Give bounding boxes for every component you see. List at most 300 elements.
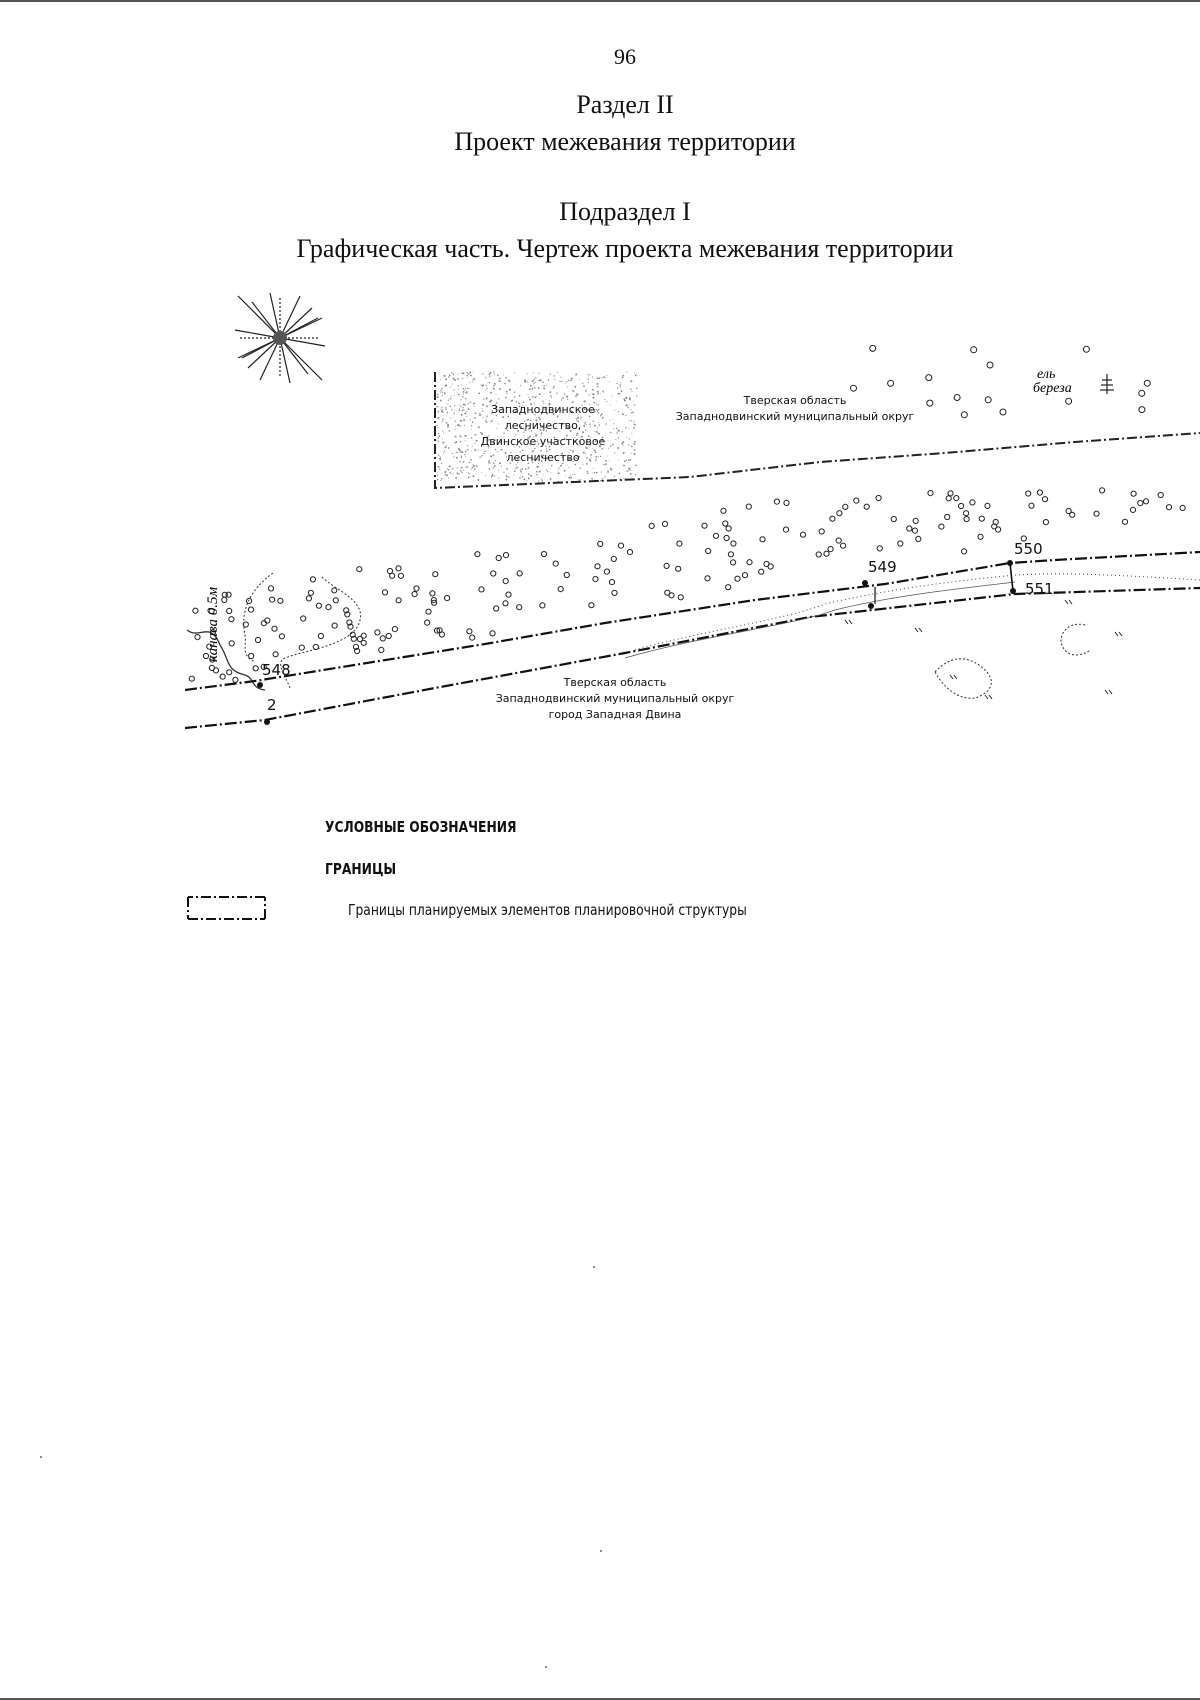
stipple-dot bbox=[549, 400, 550, 401]
stipple-dot bbox=[453, 389, 454, 390]
stipple-dot bbox=[467, 445, 468, 446]
forest-symbol bbox=[612, 590, 617, 595]
stipple-dot bbox=[498, 423, 499, 424]
stipple-dot bbox=[605, 463, 607, 465]
forest-symbol bbox=[494, 606, 499, 611]
stipple-dot bbox=[478, 449, 479, 450]
forest-symbol bbox=[1139, 390, 1145, 396]
stipple-dot bbox=[549, 391, 551, 393]
stipple-dot bbox=[475, 406, 476, 407]
stipple-dot bbox=[634, 404, 635, 405]
stipple-dot bbox=[596, 403, 597, 404]
stipple-dot bbox=[583, 425, 584, 426]
stipple-dot bbox=[498, 379, 499, 380]
stipple-dot bbox=[493, 387, 495, 389]
stipple-dot bbox=[461, 456, 462, 457]
stipple-dot bbox=[618, 437, 619, 438]
stipple-dot bbox=[448, 469, 450, 471]
stipple-dot bbox=[618, 393, 620, 395]
forest-symbol bbox=[490, 631, 495, 636]
stipple-dot bbox=[575, 464, 577, 466]
upper-region-line-1: Тверская область bbox=[743, 394, 847, 407]
stipple-dot bbox=[438, 411, 440, 413]
boundary-point-marker bbox=[1007, 560, 1013, 566]
stipple-dot bbox=[596, 472, 598, 474]
stipple-dot bbox=[562, 397, 564, 399]
legend-boundary-symbol bbox=[185, 893, 275, 923]
stipple-dot bbox=[440, 400, 442, 402]
forest-symbol bbox=[1083, 346, 1089, 352]
stipple-dot bbox=[492, 474, 494, 476]
stipple-dot bbox=[634, 420, 635, 421]
stipple-dot bbox=[574, 474, 575, 475]
stipple-dot bbox=[466, 466, 467, 467]
tree-icon bbox=[1100, 374, 1114, 394]
stipple-dot bbox=[634, 372, 635, 373]
stipple-dot bbox=[579, 467, 580, 468]
forest-symbol bbox=[503, 601, 508, 606]
stipple-dot bbox=[452, 453, 453, 454]
stipple-dot bbox=[444, 471, 446, 473]
stipple-dot bbox=[623, 465, 625, 467]
stipple-dot bbox=[600, 415, 601, 416]
forest-symbol bbox=[313, 644, 318, 649]
stipple-dot bbox=[461, 384, 462, 385]
stipple-dot bbox=[633, 422, 634, 423]
stipple-dot bbox=[571, 378, 573, 380]
stipple-dot bbox=[592, 478, 593, 479]
stipple-dot bbox=[532, 396, 534, 398]
stipple-dot bbox=[520, 471, 522, 473]
stipple-dot bbox=[444, 375, 446, 377]
forest-symbol bbox=[220, 674, 225, 679]
forest-symbol bbox=[589, 603, 594, 608]
stipple-dot bbox=[534, 381, 535, 382]
stipple-dot bbox=[587, 473, 588, 474]
forest-symbol bbox=[713, 533, 718, 538]
stipple-dot bbox=[472, 446, 473, 447]
boundary-point-marker bbox=[1010, 588, 1016, 594]
forest-symbol bbox=[541, 552, 546, 557]
stipple-dot bbox=[481, 455, 482, 456]
stipple-dot bbox=[460, 470, 462, 472]
stipple-dot bbox=[459, 449, 461, 451]
stipple-dot bbox=[457, 468, 458, 469]
forest-symbol bbox=[851, 385, 857, 391]
stipple-dot bbox=[533, 383, 534, 384]
stipple-dot bbox=[529, 399, 531, 401]
stipple-dot bbox=[564, 470, 566, 472]
connector-551 bbox=[1010, 563, 1013, 591]
stipple-dot bbox=[486, 398, 488, 400]
stipple-dot bbox=[616, 428, 617, 429]
stipple-dot bbox=[496, 394, 497, 395]
stipple-dot bbox=[604, 476, 605, 477]
stipple-dot bbox=[592, 389, 594, 391]
stipple-dot bbox=[625, 405, 627, 407]
forest-label-line-2: лесничество, bbox=[504, 419, 582, 432]
stipple-dot bbox=[479, 457, 480, 458]
stipple-dot bbox=[486, 385, 487, 386]
stipple-dot bbox=[586, 388, 587, 389]
stipple-dot bbox=[470, 402, 471, 403]
stipple-dot bbox=[630, 473, 632, 475]
stipple-dot bbox=[528, 397, 529, 398]
forest-symbol bbox=[864, 504, 869, 509]
stipple-dot bbox=[603, 392, 604, 393]
stipple-dot bbox=[463, 393, 464, 394]
scan-speck bbox=[545, 1666, 547, 1668]
upper-region-line-2: Западнодвинский муниципальный округ bbox=[675, 410, 915, 423]
stipple-dot bbox=[601, 471, 602, 472]
forest-symbol bbox=[310, 577, 315, 582]
stipple-dot bbox=[597, 377, 599, 379]
forest-symbol bbox=[948, 491, 953, 496]
stipple-dot bbox=[455, 441, 457, 443]
stipple-dot bbox=[441, 388, 443, 390]
forest-symbol bbox=[265, 618, 270, 623]
forest-symbol bbox=[229, 617, 234, 622]
forest-symbol bbox=[819, 529, 824, 534]
forest-symbol bbox=[379, 647, 384, 652]
stipple-dot bbox=[455, 477, 457, 479]
stipple-dot bbox=[546, 385, 547, 386]
forest-symbol bbox=[985, 397, 991, 403]
forest-symbol bbox=[306, 596, 311, 601]
stipple-dot bbox=[624, 400, 626, 402]
stipple-dot bbox=[493, 467, 494, 468]
stipple-dot bbox=[503, 472, 504, 473]
stipple-dot bbox=[499, 380, 501, 382]
stipple-dot bbox=[468, 472, 470, 474]
stipple-dot bbox=[464, 425, 465, 426]
stipple-dot bbox=[598, 377, 600, 379]
stipple-dot bbox=[536, 471, 538, 473]
stipple-dot bbox=[451, 409, 452, 410]
forest-symbol bbox=[380, 636, 385, 641]
stipple-dot bbox=[470, 419, 471, 420]
forest-symbol bbox=[945, 514, 950, 519]
lower-region-line-1: Тверская область bbox=[563, 676, 667, 689]
forest-symbol bbox=[836, 538, 841, 543]
stipple-dot bbox=[542, 465, 543, 466]
stipple-dot bbox=[444, 392, 446, 394]
stipple-dot bbox=[452, 468, 454, 470]
forest-symbol bbox=[774, 499, 779, 504]
forest-symbol bbox=[731, 541, 736, 546]
forest-symbol bbox=[627, 550, 632, 555]
stipple-dot bbox=[569, 467, 570, 468]
stipple-dot bbox=[547, 471, 548, 472]
stipple-dot bbox=[466, 411, 467, 412]
forest-symbol bbox=[392, 627, 397, 632]
stipple-dot bbox=[583, 452, 585, 454]
stipple-dot bbox=[618, 411, 619, 412]
stipple-dot bbox=[529, 388, 531, 390]
stipple-dot bbox=[437, 479, 439, 481]
stipple-dot bbox=[620, 386, 621, 387]
forest-symbol bbox=[386, 633, 391, 638]
stipple-dot bbox=[585, 453, 586, 454]
stipple-dot bbox=[437, 475, 438, 476]
stipple-dot bbox=[524, 379, 526, 381]
forest-symbol bbox=[479, 587, 484, 592]
stipple-dot bbox=[445, 474, 446, 475]
forest-symbol bbox=[971, 347, 977, 353]
stipple-dot bbox=[442, 392, 443, 393]
stipple-dot bbox=[621, 431, 622, 432]
stipple-dot bbox=[445, 407, 446, 408]
stipple-dot bbox=[592, 393, 593, 394]
stipple-dot bbox=[437, 427, 438, 428]
stipple-dot bbox=[622, 377, 624, 379]
stipple-dot bbox=[479, 413, 481, 415]
stipple-dot bbox=[514, 372, 515, 373]
forest-symbol bbox=[491, 571, 496, 576]
forest-symbol bbox=[702, 523, 707, 528]
stipple-dot bbox=[498, 478, 499, 479]
stipple-dot bbox=[497, 451, 498, 452]
stipple-dot bbox=[458, 389, 459, 390]
forest-symbol bbox=[927, 400, 933, 406]
stipple-dot bbox=[459, 425, 461, 427]
stipple-dot bbox=[457, 373, 458, 374]
stipple-dot bbox=[605, 378, 606, 379]
stipple-dot bbox=[622, 375, 624, 377]
forest-symbol bbox=[598, 541, 603, 546]
forest-symbol bbox=[233, 677, 238, 682]
stipple-dot bbox=[625, 427, 626, 428]
stipple-dot bbox=[626, 471, 627, 472]
stipple-dot bbox=[498, 398, 499, 399]
stipple-dot bbox=[463, 391, 465, 393]
stipple-dot bbox=[587, 471, 589, 473]
stipple-dot bbox=[628, 468, 630, 470]
stipple-dot bbox=[452, 384, 453, 385]
stipple-dot bbox=[486, 405, 488, 407]
stipple-dot bbox=[534, 378, 535, 379]
stipple-dot bbox=[450, 387, 451, 388]
stipple-dot bbox=[551, 465, 553, 467]
stipple-dot bbox=[588, 394, 589, 395]
stipple-dot bbox=[470, 374, 472, 376]
stipple-dot bbox=[562, 377, 563, 378]
stipple-dot bbox=[498, 470, 499, 471]
forest-symbol bbox=[961, 412, 967, 418]
stipple-dot bbox=[631, 420, 632, 421]
stipple-dot bbox=[461, 414, 463, 416]
stipple-dot bbox=[438, 455, 439, 456]
stipple-dot bbox=[634, 441, 636, 443]
stipple-dot bbox=[472, 421, 474, 423]
forest-symbol bbox=[503, 553, 508, 558]
stipple-dot bbox=[485, 390, 486, 391]
forest-symbol bbox=[888, 380, 894, 386]
stipple-dot bbox=[493, 462, 495, 464]
stipple-dot bbox=[629, 459, 631, 461]
stipple-dot bbox=[467, 393, 468, 394]
forest-symbol bbox=[959, 503, 964, 508]
forest-symbol bbox=[517, 571, 522, 576]
stipple-dot bbox=[464, 413, 466, 415]
stipple-dot bbox=[460, 441, 462, 443]
stipple-dot bbox=[471, 451, 472, 452]
scan-speck bbox=[593, 1266, 595, 1268]
stipple-dot bbox=[438, 435, 440, 437]
stipple-dot bbox=[453, 412, 455, 414]
stipple-dot bbox=[607, 455, 608, 456]
stipple-dot bbox=[560, 376, 561, 377]
stipple-dot bbox=[501, 465, 502, 466]
stipple-dot bbox=[467, 377, 468, 378]
stipple-dot bbox=[594, 450, 596, 452]
forest-symbol bbox=[261, 621, 266, 626]
forest-symbol bbox=[1043, 497, 1048, 502]
stipple-dot bbox=[442, 431, 443, 432]
stipple-dot bbox=[610, 432, 611, 433]
stipple-dot bbox=[441, 410, 443, 412]
stipple-dot bbox=[446, 474, 448, 476]
stipple-dot bbox=[567, 398, 568, 399]
stipple-dot bbox=[604, 399, 605, 400]
forest-symbol bbox=[506, 592, 511, 597]
stream-line bbox=[244, 573, 273, 662]
forest-symbol bbox=[253, 666, 258, 671]
forest-symbol bbox=[1066, 398, 1072, 404]
stipple-dot bbox=[472, 467, 473, 468]
stipple-dot bbox=[494, 465, 496, 467]
stipple-dot bbox=[474, 378, 476, 380]
forest-symbol bbox=[979, 516, 984, 521]
stipple-dot bbox=[497, 374, 499, 376]
stipple-dot bbox=[493, 385, 495, 387]
stipple-dot bbox=[587, 374, 588, 375]
stipple-dot bbox=[520, 385, 521, 386]
stipple-dot bbox=[440, 456, 441, 457]
stipple-dot bbox=[441, 463, 442, 464]
stipple-dot bbox=[513, 475, 514, 476]
stipple-dot bbox=[536, 474, 538, 476]
stipple-dot bbox=[461, 472, 462, 473]
forest-symbol bbox=[396, 566, 401, 571]
forest-symbol bbox=[227, 608, 232, 613]
stipple-dot bbox=[506, 479, 508, 481]
stipple-dot bbox=[509, 381, 510, 382]
stipple-dot bbox=[446, 445, 447, 446]
stipple-dot bbox=[600, 480, 602, 482]
stipple-dot bbox=[594, 472, 595, 473]
stipple-dot bbox=[614, 452, 615, 453]
stipple-dot bbox=[616, 383, 617, 384]
stipple-dot bbox=[449, 465, 451, 467]
stipple-dot bbox=[611, 395, 612, 396]
stipple-dot bbox=[620, 382, 621, 383]
stipple-dot bbox=[619, 473, 620, 474]
forest-symbol bbox=[970, 500, 975, 505]
stipple-dot bbox=[536, 396, 537, 397]
stipple-dot bbox=[591, 457, 592, 458]
forest-symbol bbox=[396, 598, 401, 603]
stipple-dot bbox=[553, 386, 555, 388]
stipple-dot bbox=[612, 444, 614, 446]
stipple-dot bbox=[499, 378, 501, 380]
stipple-dot bbox=[608, 448, 609, 449]
stipple-dot bbox=[490, 420, 492, 422]
stipple-dot bbox=[447, 468, 448, 469]
stipple-dot bbox=[462, 372, 464, 374]
stipple-dot bbox=[597, 386, 598, 387]
stipple-dot bbox=[477, 479, 479, 481]
stipple-dot bbox=[564, 393, 565, 394]
stipple-dot bbox=[538, 481, 539, 482]
stipple-dot bbox=[469, 462, 470, 463]
stipple-dot bbox=[553, 388, 554, 389]
stipple-dot bbox=[478, 426, 480, 428]
stipple-dot bbox=[441, 407, 442, 408]
stipple-dot bbox=[532, 380, 534, 382]
stipple-dot bbox=[444, 385, 446, 387]
stipple-dot bbox=[483, 384, 484, 385]
stipple-dot bbox=[448, 376, 449, 377]
stipple-dot bbox=[520, 470, 521, 471]
stipple-dot bbox=[463, 470, 464, 471]
stipple-dot bbox=[539, 393, 541, 395]
planning-boundary-lower bbox=[185, 588, 1200, 728]
forest-symbol bbox=[677, 541, 682, 546]
stipple-dot bbox=[449, 472, 451, 474]
stipple-dot bbox=[539, 398, 540, 399]
stipple-dot bbox=[438, 441, 439, 442]
stipple-dot bbox=[634, 424, 636, 426]
forest-symbol bbox=[279, 634, 284, 639]
point-label-549: 549 bbox=[868, 558, 897, 576]
stipple-dot bbox=[593, 468, 594, 469]
stipple-dot bbox=[481, 414, 482, 415]
stipple-dot bbox=[448, 478, 449, 479]
forest-symbol bbox=[824, 551, 829, 556]
stipple-dot bbox=[634, 453, 636, 455]
forest-symbol bbox=[357, 567, 362, 572]
stipple-dot bbox=[636, 396, 637, 397]
forest-symbol bbox=[412, 592, 417, 597]
stipple-dot bbox=[580, 479, 581, 480]
stipple-dot bbox=[537, 466, 539, 468]
stipple-dot bbox=[457, 452, 458, 453]
stipple-dot bbox=[586, 424, 587, 425]
stipple-dot bbox=[596, 431, 598, 433]
forest-symbol bbox=[913, 518, 918, 523]
stipple-dot bbox=[458, 473, 459, 474]
stipple-dot bbox=[506, 468, 508, 470]
stipple-dot bbox=[486, 415, 487, 416]
stipple-dot bbox=[631, 466, 632, 467]
stipple-dot bbox=[613, 428, 614, 429]
stipple-dot bbox=[535, 377, 536, 378]
stipple-dot bbox=[499, 388, 501, 390]
forest-symbol bbox=[1000, 409, 1006, 415]
stipple-dot bbox=[467, 388, 468, 389]
stipple-dot bbox=[448, 427, 449, 428]
stipple-dot bbox=[440, 392, 441, 393]
stipple-dot bbox=[543, 475, 544, 476]
forest-symbol bbox=[248, 607, 253, 612]
point-label-548: 548 bbox=[262, 661, 291, 679]
stipple-dot bbox=[597, 391, 599, 393]
stipple-dot bbox=[585, 390, 587, 392]
stipple-dot bbox=[621, 443, 623, 445]
stipple-dot bbox=[466, 472, 467, 473]
stipple-dot bbox=[454, 405, 455, 406]
